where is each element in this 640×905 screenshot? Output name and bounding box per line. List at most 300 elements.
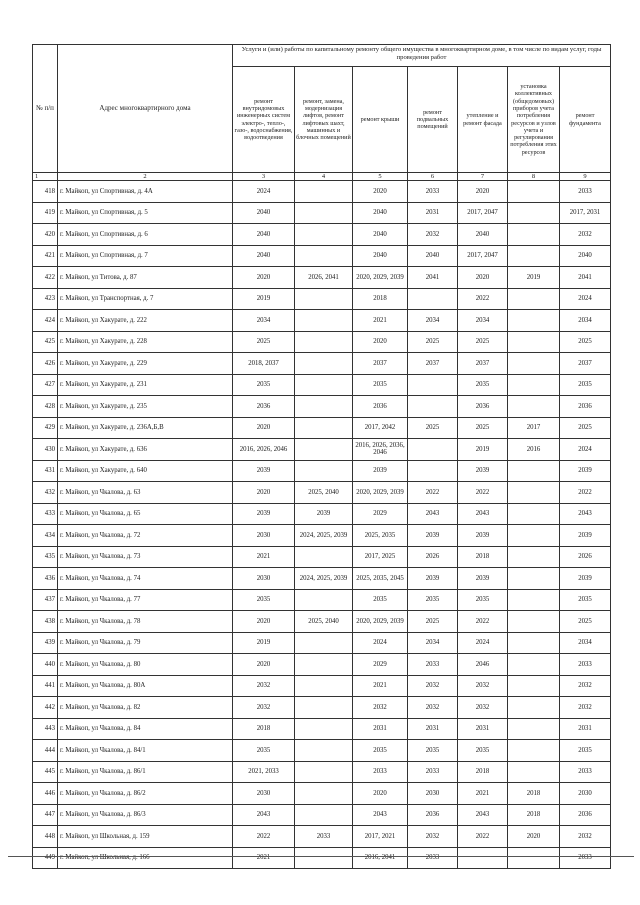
header-number: № п/п [33,45,58,173]
cell-engineering-systems: 2040 [233,224,295,246]
cell-meters [508,675,560,697]
cell-elevators [295,783,353,805]
cell-engineering-systems: 2025 [233,331,295,353]
cell-meters [508,245,560,267]
header-col-elevators: ремонт, замена, модернизация лифтов, ремонт лифтовых шахт, машинных и блочных помещений [295,67,353,173]
row-address: г. Майкоп, ул Чкалова, д. 86/3 [58,804,233,826]
cell-roof: 2020, 2029, 2039 [353,482,408,504]
cell-basement: 2034 [408,632,458,654]
cell-roof: 2020 [353,181,408,203]
cell-meters [508,374,560,396]
cell-basement: 2036 [408,804,458,826]
row-number: 431 [33,460,58,482]
cell-meters [508,761,560,783]
row-number: 435 [33,546,58,568]
table-row [33,654,611,676]
cell-meters [508,288,560,310]
cell-engineering-systems: 2019 [233,632,295,654]
cell-facade [458,847,508,869]
cell-engineering-systems: 2016, 2026, 2046 [233,439,295,461]
table-row [33,740,611,762]
row-address: г. Майкоп, ул Хакурате, д. 235 [58,396,233,418]
row-address: г. Майкоп, ул Чкалова, д. 80А [58,675,233,697]
row-address: г. Майкоп, ул Спортивная, д. 5 [58,202,233,224]
cell-roof: 2032 [353,697,408,719]
row-address: г. Майкоп, ул Хакурате, д. 231 [58,374,233,396]
cell-engineering-systems: 2020 [233,482,295,504]
row-address: г. Майкоп, ул Титова, д. 87 [58,267,233,289]
cell-elevators [295,245,353,267]
row-address: г. Майкоп, ул Хакурате, д. 222 [58,310,233,332]
cell-roof: 2020, 2029, 2039 [353,611,408,633]
cell-engineering-systems: 2024 [233,181,295,203]
cell-facade: 2025 [458,331,508,353]
cell-roof: 2025, 2035 [353,525,408,547]
row-address: г. Майкоп, ул Чкалова, д. 63 [58,482,233,504]
cell-meters [508,525,560,547]
cell-facade: 2032 [458,697,508,719]
cell-basement: 2037 [408,353,458,375]
cell-foundation: 2037 [560,353,611,375]
cell-foundation: 2034 [560,310,611,332]
table-row [33,288,611,310]
cell-roof: 2016, 2026, 2036, 2046 [353,439,408,461]
header-address: Адрес многоквартирного дома [58,45,233,173]
cell-facade: 2040 [458,224,508,246]
row-number: 419 [33,202,58,224]
table-row [33,374,611,396]
cell-basement: 2026 [408,546,458,568]
header-col-engineering-systems: ремонт внутридомовых инженерных систем электро-, тепло-, газо-, водоснабжения, водоотведения [233,67,295,173]
cell-engineering-systems: 2020 [233,611,295,633]
cell-elevators [295,632,353,654]
cell-foundation: 2025 [560,611,611,633]
cell-roof: 2020, 2029, 2039 [353,267,408,289]
row-number: 434 [33,525,58,547]
cell-facade: 2037 [458,353,508,375]
cell-meters [508,546,560,568]
cell-elevators: 2039 [295,503,353,525]
cell-meters: 2018 [508,804,560,826]
table-body [33,181,611,869]
row-number: 427 [33,374,58,396]
column-number-row [33,173,611,181]
row-number: 446 [33,783,58,805]
cell-basement: 2032 [408,697,458,719]
cell-foundation: 2039 [560,568,611,590]
cell-facade: 2017, 2047 [458,202,508,224]
cell-roof: 2040 [353,224,408,246]
cell-roof: 2029 [353,654,408,676]
row-address: г. Майкоп, ул Хакурате, д. 636 [58,439,233,461]
cell-elevators [295,546,353,568]
cell-engineering-systems: 2022 [233,826,295,848]
cell-basement: 2022 [408,482,458,504]
table-header [33,45,611,181]
table-row [33,310,611,332]
cell-foundation: 2039 [560,525,611,547]
cell-engineering-systems: 2019 [233,288,295,310]
cell-elevators [295,761,353,783]
cell-elevators [295,353,353,375]
cell-engineering-systems: 2032 [233,697,295,719]
row-address: г. Майкоп, ул Спортивная, д. 6 [58,224,233,246]
cell-facade: 2039 [458,568,508,590]
table-row [33,783,611,805]
cell-foundation: 2040 [560,245,611,267]
cell-meters [508,202,560,224]
cell-engineering-systems: 2018 [233,718,295,740]
cell-roof: 2024 [353,632,408,654]
row-number: 424 [33,310,58,332]
row-number: 443 [33,718,58,740]
cell-foundation: 2035 [560,589,611,611]
cell-meters [508,718,560,740]
cell-foundation: 2033 [560,654,611,676]
cell-facade: 2031 [458,718,508,740]
cell-engineering-systems: 2021, 2033 [233,761,295,783]
cell-meters: 2018 [508,783,560,805]
cell-roof: 2016, 2041 [353,847,408,869]
cell-basement [408,374,458,396]
table-row [33,331,611,353]
cell-meters [508,331,560,353]
cell-facade: 2020 [458,267,508,289]
cell-roof: 2020 [353,331,408,353]
row-number: 418 [33,181,58,203]
cell-facade: 2043 [458,804,508,826]
cell-roof: 2035 [353,589,408,611]
cell-engineering-systems: 2030 [233,783,295,805]
cell-engineering-systems: 2035 [233,740,295,762]
cell-facade: 2019 [458,439,508,461]
row-address: г. Майкоп, ул Чкалова, д. 82 [58,697,233,719]
cell-roof: 2017, 2042 [353,417,408,439]
cell-engineering-systems: 2020 [233,654,295,676]
cell-roof: 2017, 2025 [353,546,408,568]
cell-basement: 2033 [408,847,458,869]
cell-basement: 2033 [408,761,458,783]
row-number: 444 [33,740,58,762]
cell-basement [408,439,458,461]
cell-foundation: 2039 [560,460,611,482]
cell-meters [508,654,560,676]
row-number: 437 [33,589,58,611]
header-col-basement: ремонт подвальных помещений [408,67,458,173]
cell-foundation: 2033 [560,761,611,783]
cell-meters [508,460,560,482]
cell-facade: 2034 [458,310,508,332]
cell-roof: 2040 [353,202,408,224]
cell-facade: 2018 [458,546,508,568]
cell-basement: 2039 [408,568,458,590]
cell-facade: 2024 [458,632,508,654]
row-address: г. Майкоп, ул Хакурате, д. 228 [58,331,233,353]
cell-roof: 2017, 2021 [353,826,408,848]
row-number: 447 [33,804,58,826]
header-col-meters: установка коллективных (общедомовых) приборов учета потребления ресурсов и узлов учета и регулирования потребления этих ресурсов [508,67,560,173]
cell-facade: 2039 [458,460,508,482]
cell-foundation: 2036 [560,804,611,826]
cell-elevators [295,654,353,676]
cell-basement: 2033 [408,654,458,676]
table-row [33,417,611,439]
table-row [33,525,611,547]
cell-roof: 2021 [353,310,408,332]
cell-roof: 2025, 2035, 2045 [353,568,408,590]
row-number: 445 [33,761,58,783]
row-address: г. Майкоп, ул Чкалова, д. 72 [58,525,233,547]
cell-engineering-systems: 2018, 2037 [233,353,295,375]
table-row [33,826,611,848]
row-address: г. Майкоп, ул Чкалова, д. 86/2 [58,783,233,805]
col-number: 1 [33,173,58,181]
table-row [33,675,611,697]
cell-elevators [295,847,353,869]
cell-basement: 2025 [408,611,458,633]
cell-elevators [295,718,353,740]
cell-elevators: 2024, 2025, 2039 [295,525,353,547]
row-address: г. Майкоп, ул Чкалова, д. 74 [58,568,233,590]
cell-foundation: 2036 [560,396,611,418]
cell-foundation: 2026 [560,546,611,568]
cell-engineering-systems: 2035 [233,589,295,611]
cell-engineering-systems: 2032 [233,675,295,697]
cell-elevators [295,460,353,482]
row-number: 425 [33,331,58,353]
cell-roof: 2033 [353,761,408,783]
row-address: г. Майкоп, ул Чкалова, д. 84 [58,718,233,740]
cell-elevators [295,439,353,461]
row-number: 442 [33,697,58,719]
cell-foundation: 2030 [560,783,611,805]
cell-meters [508,697,560,719]
row-address: г. Майкоп, ул Чкалова, д. 80 [58,654,233,676]
row-address: г. Майкоп, ул Спортивная, д. 4А [58,181,233,203]
cell-basement [408,460,458,482]
cell-elevators [295,331,353,353]
header-col-facade: утепление и ремонт фасада [458,67,508,173]
table-row [33,224,611,246]
header-works-group: Услуги и (или) работы по капитальному ремонту общего имущества в многоквартирном доме, в том числе по видам услуг, годы проведения работ [233,45,611,67]
cell-elevators [295,417,353,439]
cell-foundation: 2025 [560,417,611,439]
cell-facade: 2018 [458,761,508,783]
row-number: 438 [33,611,58,633]
cell-basement: 2031 [408,718,458,740]
row-address: г. Майкоп, ул Спортивная, д. 7 [58,245,233,267]
table-row [33,181,611,203]
col-number: 7 [458,173,508,181]
table-row [33,804,611,826]
row-number: 420 [33,224,58,246]
cell-meters [508,482,560,504]
row-address: г. Майкоп, ул Школьная, д. 166 [58,847,233,869]
cell-foundation: 2032 [560,224,611,246]
cell-meters [508,611,560,633]
cell-meters [508,503,560,525]
row-number: 429 [33,417,58,439]
row-address: г. Майкоп, ул Чкалова, д. 73 [58,546,233,568]
cell-facade: 2017, 2047 [458,245,508,267]
cell-elevators [295,396,353,418]
cell-elevators [295,804,353,826]
cell-basement: 2033 [408,181,458,203]
cell-meters: 2020 [508,826,560,848]
cell-basement: 2035 [408,589,458,611]
row-number: 428 [33,396,58,418]
page-divider [8,856,634,857]
cell-engineering-systems: 2020 [233,267,295,289]
cell-elevators [295,202,353,224]
cell-roof: 2031 [353,718,408,740]
row-number: 430 [33,439,58,461]
cell-roof: 2036 [353,396,408,418]
cell-meters [508,568,560,590]
table-row [33,353,611,375]
cell-meters: 2017 [508,417,560,439]
table-row [33,396,611,418]
cell-elevators [295,675,353,697]
cell-foundation: 2032 [560,675,611,697]
cell-meters: 2019 [508,267,560,289]
cell-elevators: 2026, 2041 [295,267,353,289]
table-row [33,589,611,611]
table-row [33,267,611,289]
cell-facade: 2022 [458,482,508,504]
cell-meters [508,310,560,332]
cell-elevators: 2033 [295,826,353,848]
cell-basement: 2032 [408,675,458,697]
cell-foundation: 2022 [560,482,611,504]
col-number: 5 [353,173,408,181]
col-number: 9 [560,173,611,181]
cell-engineering-systems: 2039 [233,460,295,482]
cell-facade: 2022 [458,611,508,633]
cell-engineering-systems: 2043 [233,804,295,826]
col-number: 8 [508,173,560,181]
cell-roof: 2037 [353,353,408,375]
cell-meters [508,181,560,203]
header-col-foundation: ремонт фундамента [560,67,611,173]
cell-roof: 2020 [353,783,408,805]
cell-foundation: 2041 [560,267,611,289]
table-row [33,460,611,482]
cell-engineering-systems: 2030 [233,568,295,590]
cell-engineering-systems: 2034 [233,310,295,332]
cell-foundation: 2033 [560,181,611,203]
cell-facade: 2035 [458,374,508,396]
col-number: 3 [233,173,295,181]
cell-facade: 2021 [458,783,508,805]
cell-meters [508,589,560,611]
cell-meters [508,847,560,869]
row-number: 426 [33,353,58,375]
cell-facade: 2046 [458,654,508,676]
table-row [33,761,611,783]
cell-foundation: 2032 [560,826,611,848]
cell-foundation: 2032 [560,697,611,719]
cell-basement: 2030 [408,783,458,805]
row-address: г. Майкоп, ул Хакурате, д. 640 [58,460,233,482]
cell-basement: 2039 [408,525,458,547]
cell-basement: 2031 [408,202,458,224]
cell-foundation: 2024 [560,439,611,461]
row-address: г. Майкоп, ул Чкалова, д. 78 [58,611,233,633]
cell-meters [508,224,560,246]
cell-roof: 2021 [353,675,408,697]
cell-basement: 2032 [408,826,458,848]
cell-basement: 2035 [408,740,458,762]
row-address: г. Майкоп, ул Чкалова, д. 86/1 [58,761,233,783]
cell-meters [508,740,560,762]
row-address: г. Майкоп, ул Хакурате, д. 236А,Б,В [58,417,233,439]
cell-foundation: 2035 [560,740,611,762]
cell-basement: 2041 [408,267,458,289]
cell-foundation: 2034 [560,632,611,654]
row-address: г. Майкоп, ул Чкалова, д. 79 [58,632,233,654]
cell-elevators: 2025, 2040 [295,482,353,504]
row-address: г. Майкоп, ул Чкалова, д. 84/1 [58,740,233,762]
row-number: 439 [33,632,58,654]
cell-roof: 2035 [353,374,408,396]
cell-facade: 2022 [458,826,508,848]
table-row [33,718,611,740]
col-number: 4 [295,173,353,181]
table-row [33,439,611,461]
cell-engineering-systems: 2040 [233,245,295,267]
cell-facade: 2043 [458,503,508,525]
cell-foundation: 2025 [560,331,611,353]
cell-basement [408,396,458,418]
cell-elevators: 2025, 2040 [295,611,353,633]
cell-engineering-systems: 2030 [233,525,295,547]
row-number: 422 [33,267,58,289]
cell-roof: 2029 [353,503,408,525]
cell-foundation: 2043 [560,503,611,525]
cell-facade: 2032 [458,675,508,697]
cell-engineering-systems: 2021 [233,847,295,869]
row-number: 448 [33,826,58,848]
table-row [33,202,611,224]
cell-foundation: 2033 [560,847,611,869]
cell-meters: 2016 [508,439,560,461]
row-number: 432 [33,482,58,504]
row-number: 421 [33,245,58,267]
cell-elevators [295,181,353,203]
cell-engineering-systems: 2039 [233,503,295,525]
cell-basement [408,288,458,310]
cell-facade: 2020 [458,181,508,203]
col-number: 6 [408,173,458,181]
cell-facade: 2025 [458,417,508,439]
cell-roof: 2018 [353,288,408,310]
table-row [33,546,611,568]
cell-engineering-systems: 2020 [233,417,295,439]
row-number: 449 [33,847,58,869]
cell-facade: 2039 [458,525,508,547]
cell-elevators [295,288,353,310]
row-address: г. Майкоп, ул Транспортная, д. 7 [58,288,233,310]
cell-basement: 2043 [408,503,458,525]
row-number: 436 [33,568,58,590]
row-address: г. Майкоп, ул Чкалова, д. 77 [58,589,233,611]
cell-foundation: 2035 [560,374,611,396]
cell-basement: 2034 [408,310,458,332]
header-col-roof: ремонт крыши [353,67,408,173]
row-address: г. Майкоп, ул Хакурате, д. 229 [58,353,233,375]
cell-facade: 2036 [458,396,508,418]
